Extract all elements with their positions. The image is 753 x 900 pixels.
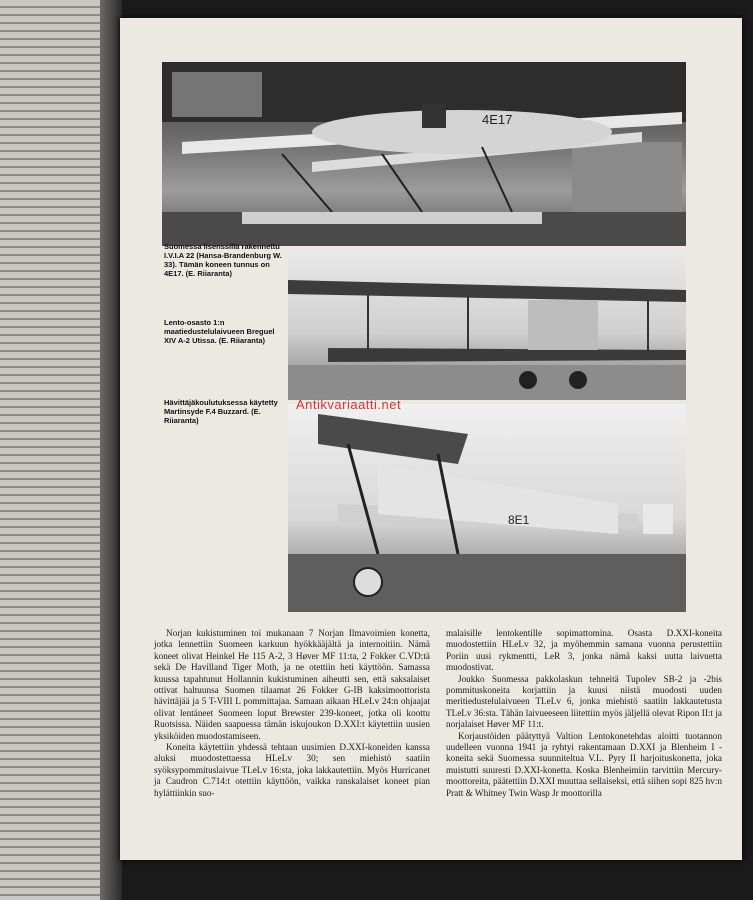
book-spine-shadow: [100, 0, 122, 900]
watermark: Antikvariaatti.net: [296, 397, 402, 412]
paragraph: Koneita käytettiin yhdessä tehtaan uusimien D.XXI-koneiden kanssa aluksi muodostettaessa HLeLv 30; sen miehistö saatiin syöksypommituslaivue TLeLv 16:sta, joka lakkautettiin. Myös Hurricanet ja Caudron C.714:t otettiin käyttöön, vaikka ranskalaiset koneet pian hylättiinkin suo-: [154, 742, 430, 798]
caption-martinsyde: Hävittäjäkoulutuksessa käytetty Martinsyde F.4 Buzzard. (E. Riiaranta): [164, 398, 278, 425]
aircraft-marking: 4E17: [482, 112, 513, 127]
book-page: [120, 18, 742, 860]
paragraph: Joukko Suomessa pakkolaskun tehneitä Tupolev SB-2 ja -2bis pommituskoneita korjattiin ja kuusi niistä muodosti uuden meritiedustelulaivueen TLeLv 6, jonka miehistö saatiin lakkautetusta TLeLv 36:sta. Tähän laivueeseen liitettiin myös jäljellä olevat Ripon II:t ja norjalaiset Høver MF 11:t.: [446, 673, 722, 730]
caption-hansa-brandenburg: Suomessa lisenssillä rakennettu I.V.I.A 22 (Hansa-Brandenburg W. 33). Tämän koneen tunnus on 4E17. (E. Riiaranta): [164, 242, 282, 278]
text-column-right: [446, 628, 722, 799]
photo-martinsyde-buzzard: [288, 404, 686, 612]
paragraph: Norjan kukistuminen toi mukanaan 7 Norjan Ilmavoimien konetta, jotka lennettiin Suomeen karkuun hyökkääjältä ja internoitiin. Nämä koneet olivat Heinkel He 115 A-2, 3 Høver MF 11:ta, 2 Fokker C.VD:tä sekä De Havilland Tiger Moth, ja ne otettiin heti käyttöön. Samassa kuussa tapahtunut Hollannin kukistuminen aiheutti sen, että saksalaiset ottivat haltuunsa Suomen tilaamat 26 Fokker G-IB kaksimoottorista hävittäjää ja 5 T-VIII L pommittajaa. Samaan aikaan HLeLv 24:n ohjaajat olivat lentäneet Suomeen loput Brewster 239-koneet, jotka oli koottu Ruotsissa. Näiden saapuessa tämän iskujoukon D.XXI:t käytettiin uusien yksiköiden muodostamiseen.: [154, 628, 430, 741]
paragraph: malaisille lentokentille sopimattomina. Osasta D.XXI-koneita muodostettiin HLeLv 32, ja myöhemmin samana vuonna perustettiin Poriin uusi rykmentti, LeR 3, jonka nämä kaksi uutta laivuetta muodostivat.: [446, 628, 722, 673]
text-column-left: [154, 628, 430, 799]
aircraft-marking: 8E1: [508, 513, 530, 527]
photo-breguet: [288, 250, 686, 400]
paragraph: Korjaustöiden päätyttyä Valtion Lentokonetehdas aloitti tuotannon uudelleen vuonna 1941 ja ryhtyi rakentamaan D.XXI ja Blenheim I -koneita sekä Suomessa suunniteltua V.L. Pyry II harjoituskonetta, joka muistutti suuresti D.XXI-konetta. Koska Blenheimiin tarvittiin Mercury-moottoreita, päätettiin D.XXI muuttaa sellaiseksi, että siihen sopi 825 hv:n Pratt & Whitney Twin Wasp Jr moottorilla: [446, 730, 722, 798]
caption-breguet: Lento-osasto 1:n maatiedustelulaivueen Breguel XIV A-2 Utissa. (E. Riiaranta): [164, 318, 275, 345]
photo-hansa-brandenburg: [162, 62, 686, 246]
photo-caption-area: [162, 404, 288, 612]
